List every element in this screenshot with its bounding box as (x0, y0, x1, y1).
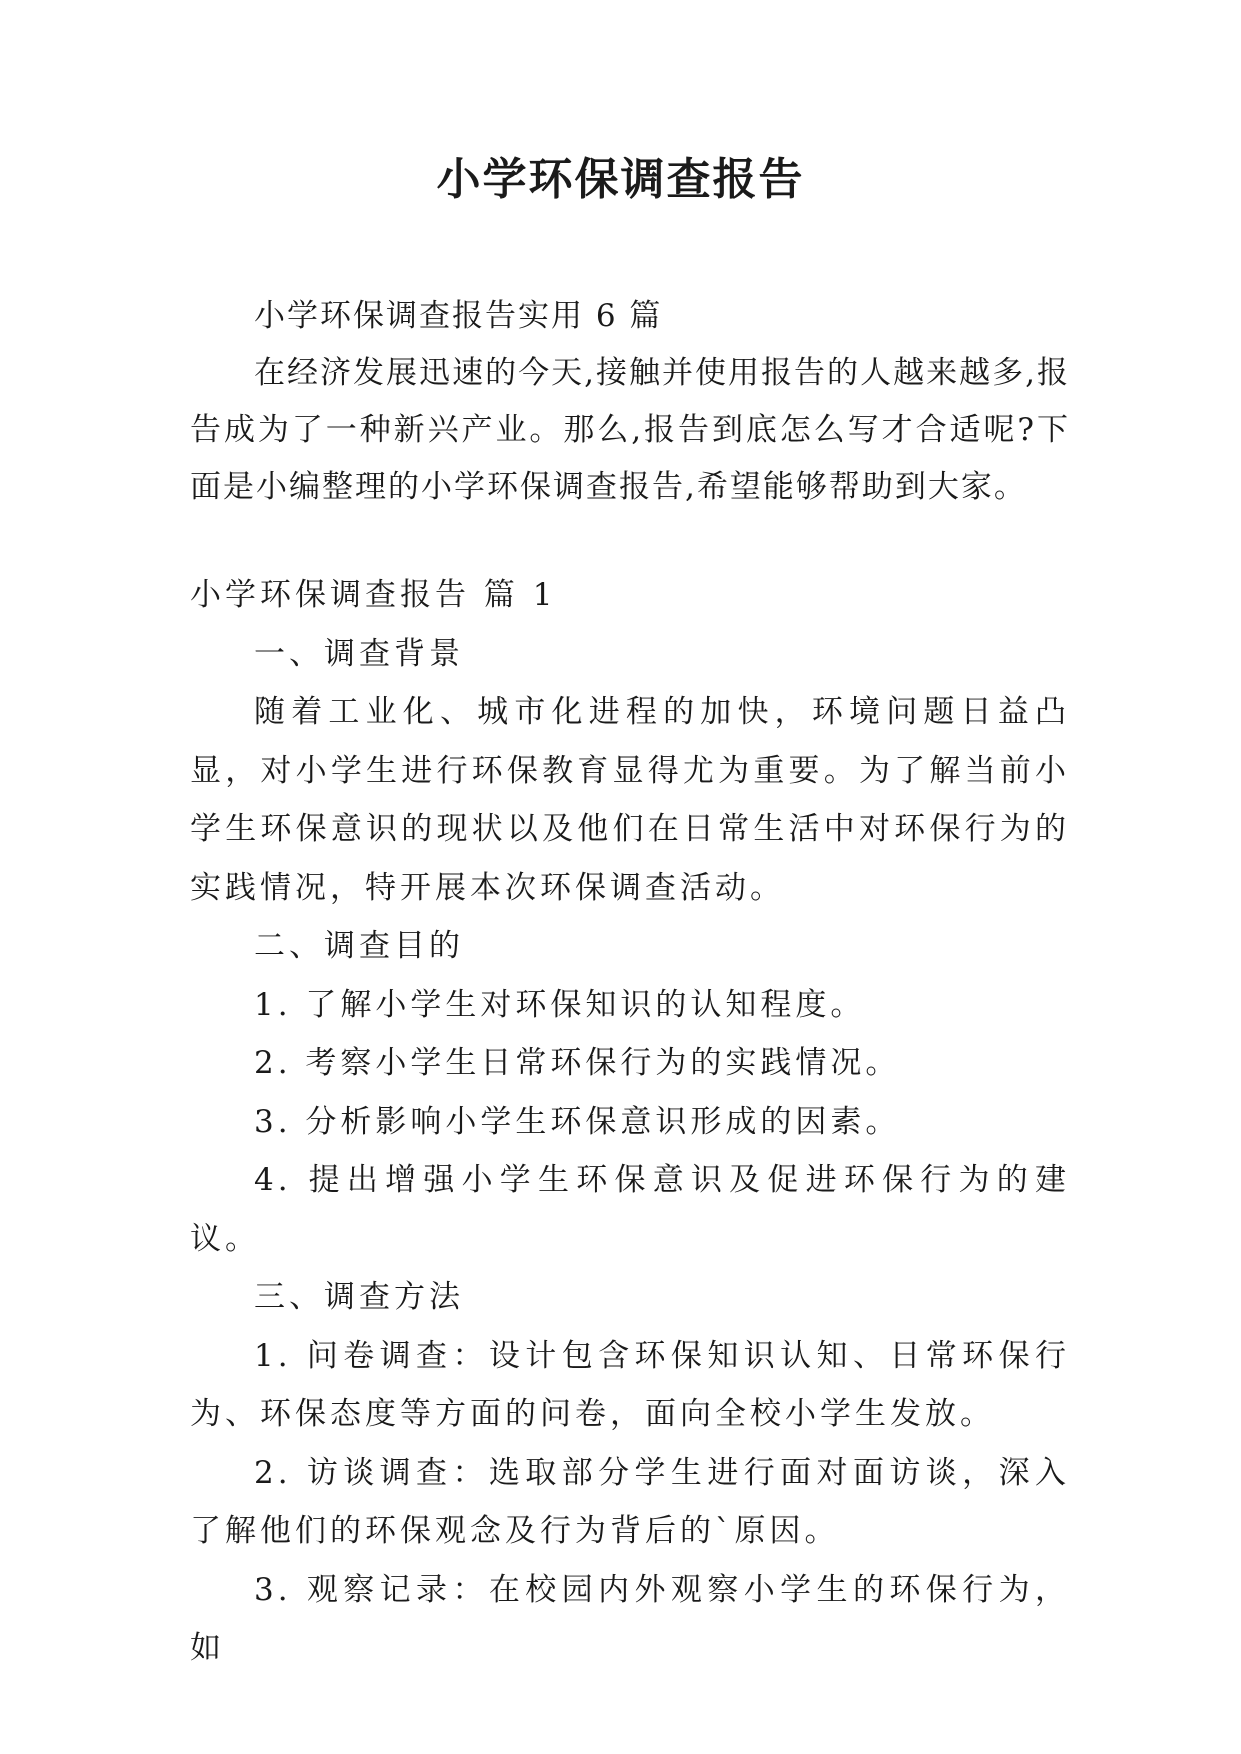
body-paragraph: 二、调查目的 (254, 928, 464, 964)
document-title: 小学环保调查报告 (436, 154, 805, 205)
paragraph-list (190, 625, 1070, 1678)
body-paragraph: 2. 考察小学生日常环保行为的实践情况。 (254, 1045, 901, 1081)
body-paragraph: 随着工业化、城市化进程的加快，环境问题日益凸显，对小学生进行环保教育显得尤为重要。为了解当前小学生环保意识的现状以及他们在日常生活中对环保行为的实践情况，特开展本次环保调查活动。 (190, 694, 1070, 906)
subtitle-line: 小学环保调查报告实用 6 篇 (254, 298, 663, 334)
section-heading: 小学环保调查报告 篇 1 (190, 577, 557, 613)
body-paragraph: 1. 问卷调查：设计包含环保知识认知、日常环保行为、环保态度等方面的问卷，面向全校小学生发放。 (190, 1337, 1070, 1432)
body-paragraph: 3. 观察记录：在校园内外观察小学生的环保行为，如 (190, 1571, 1070, 1666)
document-body (190, 288, 1070, 1678)
body-paragraph: 一、调查背景 (254, 635, 464, 672)
body-paragraph: 1. 了解小学生对环保知识的认知程度。 (254, 986, 866, 1023)
body-paragraph: 3. 分析影响小学生环保意识形成的因素。 (254, 1103, 901, 1140)
body-paragraph: 2. 访谈调查：选取部分学生进行面对面访谈，深入了解他们的环保观念及行为背后的`原因。 (190, 1454, 1070, 1549)
intro-paragraph: 在经济发展迅速的今天,接触并使用报告的人越来越多,报告成为了一种新兴产业。那么,报告到底怎么写才合适呢?下面是小编整理的小学环保调查报告,希望能够帮助到大家。 (190, 355, 1070, 505)
body-paragraph: 三、调查方法 (254, 1279, 464, 1315)
body-paragraph: 4. 提出增强小学生环保意识及促进环保行为的建议。 (190, 1162, 1070, 1257)
section-gap (190, 516, 1070, 566)
